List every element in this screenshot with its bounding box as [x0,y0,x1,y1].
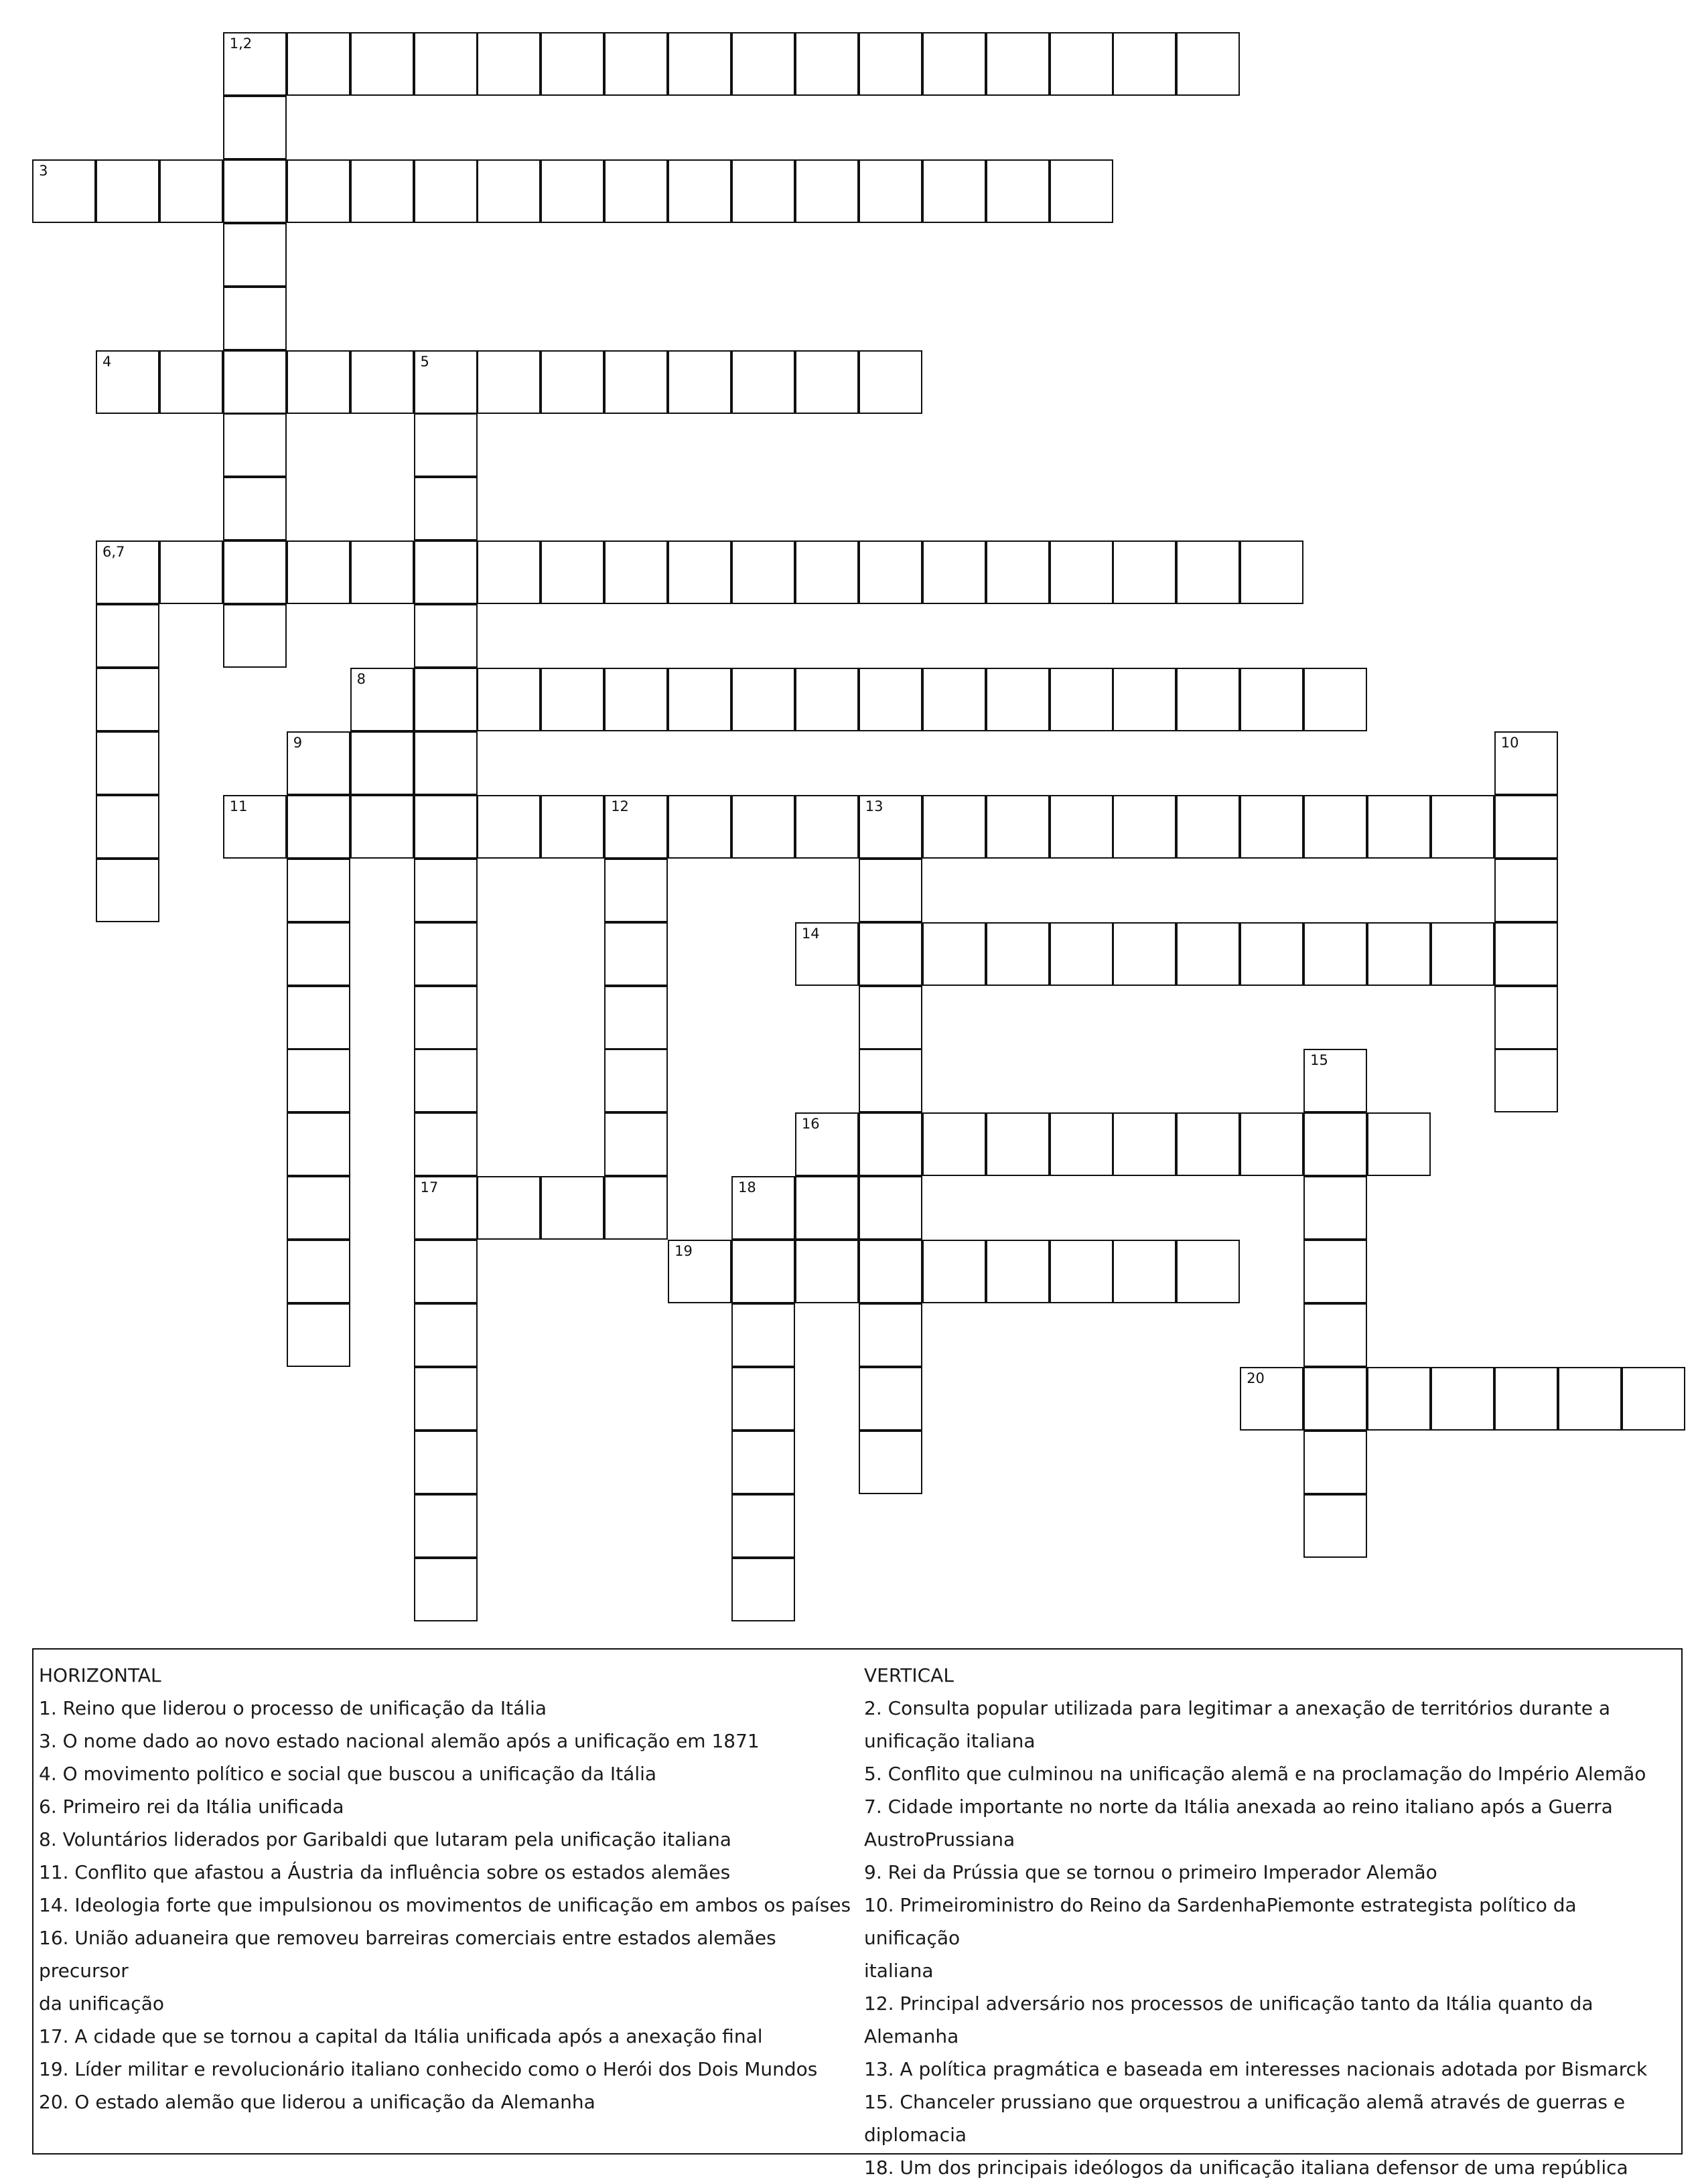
crossword-cell[interactable] [541,159,604,223]
horizontal-clue: 17. A cidade que se tornou a capital da Itália unificada após a anexação final [39,2025,763,2047]
crossword-cell[interactable] [986,1240,1050,1303]
crossword-cell[interactable] [1113,1240,1176,1303]
crossword-cell[interactable] [668,540,731,604]
crossword-cell[interactable] [986,32,1050,96]
crossword-cell[interactable] [414,1303,478,1367]
vertical-clue: 10. Primeiroministro do Reino da SardenhaPiemonte estrategista político da unificação [864,1894,1577,1949]
crossword-cell[interactable] [1303,1303,1367,1367]
crossword-cell[interactable] [731,1431,795,1494]
crossword-cell[interactable] [922,540,986,604]
crossword-cell[interactable] [477,1176,541,1240]
crossword-cell[interactable] [1494,795,1558,859]
crossword-cell[interactable] [223,287,287,350]
crossword-cell[interactable] [1240,540,1303,604]
crossword-cell[interactable] [922,922,986,986]
crossword-cell[interactable] [414,350,478,414]
crossword-cell[interactable] [604,540,668,604]
crossword-cell[interactable] [96,540,159,604]
crossword-cell[interactable] [223,96,287,159]
crossword-cell[interactable] [1431,922,1494,986]
crossword-cell[interactable] [795,1176,859,1240]
crossword-cell[interactable] [541,32,604,96]
crossword-cell[interactable] [287,540,350,604]
crossword-cell[interactable] [604,795,668,859]
clue-number: 13 [865,798,883,814]
crossword-cell[interactable] [287,1049,350,1112]
crossword-cell[interactable] [287,350,350,414]
horizontal-clue: da unificação [39,1992,164,2015]
crossword-cell[interactable] [159,159,223,223]
crossword-cell[interactable] [1303,1049,1367,1112]
crossword-cell[interactable] [1113,668,1176,731]
crossword-cell[interactable] [1303,1112,1367,1176]
crossword-cell[interactable] [414,413,478,477]
crossword-cell[interactable] [414,1431,478,1494]
crossword-cell[interactable] [731,1367,795,1431]
crossword-cell[interactable] [859,32,922,96]
crossword-cell[interactable] [1431,795,1494,859]
crossword-cell[interactable] [350,668,414,731]
crossword-cell[interactable] [287,731,350,795]
vertical-clue: diplomacia [864,2124,967,2146]
crossword-cell[interactable] [795,1240,859,1303]
crossword-cell[interactable] [1431,1367,1494,1431]
vertical-clue: 7. Cidade importante no norte da Itália anexada ao reino italiano após a Guerra [864,1796,1613,1818]
crossword-cell[interactable] [859,922,922,986]
vertical-clue: 5. Conflito que culminou na unificação alemã e na proclamação do Império Alemão [864,1763,1646,1785]
crossword-cell[interactable] [604,1049,668,1112]
clue-number: 3 [39,162,48,179]
crossword-cell[interactable] [1050,32,1113,96]
vertical-title: VERTICAL [864,1664,954,1686]
crossword-cell[interactable] [986,795,1050,859]
crossword-cell[interactable] [223,604,287,668]
crossword-cell[interactable] [350,795,414,859]
crossword-cell[interactable] [414,1240,478,1303]
crossword-cell[interactable] [414,922,478,986]
crossword-cell[interactable] [159,350,223,414]
crossword-cell[interactable] [414,1112,478,1176]
crossword-cell[interactable] [1622,1367,1685,1431]
crossword-cell[interactable] [287,986,350,1049]
crossword-cell[interactable] [731,32,795,96]
crossword-cell[interactable] [223,350,287,414]
vertical-clue: 12. Principal adversário nos processos de unificação tanto da Itália quanto da Alemanha [864,1992,1593,2047]
crossword-cell[interactable] [96,350,159,414]
crossword-cell[interactable] [986,1112,1050,1176]
crossword-cell[interactable] [795,795,859,859]
crossword-cell[interactable] [1176,795,1240,859]
crossword-cell[interactable] [350,32,414,96]
crossword-cell[interactable] [1050,922,1113,986]
crossword-cell[interactable] [604,32,668,96]
clue-number: 10 [1500,734,1519,751]
clue-number: 1,2 [229,35,253,52]
crossword-cell[interactable] [859,1240,922,1303]
crossword-cell[interactable] [795,159,859,223]
crossword-cell[interactable] [668,32,731,96]
crossword-cell[interactable] [1494,859,1558,922]
crossword-cell[interactable] [223,540,287,604]
crossword-cell[interactable] [1050,668,1113,731]
crossword-cell[interactable] [986,540,1050,604]
crossword-cell[interactable] [1050,540,1113,604]
clue-number: 16 [801,1116,820,1133]
crossword-cell[interactable] [795,922,859,986]
horizontal-clue: 6. Primeiro rei da Itália unificada [39,1796,344,1818]
crossword-cell[interactable] [859,1367,922,1431]
crossword-cell[interactable] [859,986,922,1049]
crossword-cell[interactable] [859,1431,922,1494]
crossword-cell[interactable] [604,1112,668,1176]
crossword-cell[interactable] [477,32,541,96]
crossword-cell[interactable] [731,350,795,414]
crossword-cell[interactable] [477,159,541,223]
crossword-cell[interactable] [541,1176,604,1240]
crossword-cell[interactable] [1176,668,1240,731]
horizontal-clue: 3. O nome dado ao novo estado nacional alemão após a unificação em 1871 [39,1730,760,1752]
crossword-cell[interactable] [1176,1240,1240,1303]
crossword-cell[interactable] [1303,1367,1367,1431]
crossword-cell[interactable] [1050,795,1113,859]
crossword-cell[interactable] [1367,922,1431,986]
crossword-cell[interactable] [668,795,731,859]
crossword-cell[interactable] [731,1494,795,1558]
crossword-cell[interactable] [414,1176,478,1240]
crossword-cell[interactable] [1176,1112,1240,1176]
horizontal-clue: 4. O movimento político e social que buscou a unificação da Itália [39,1763,657,1785]
crossword-cell[interactable] [731,1176,795,1240]
crossword-cell[interactable] [287,1112,350,1176]
crossword-cell[interactable] [1240,1367,1303,1431]
crossword-cell[interactable] [96,159,159,223]
crossword-cell[interactable] [287,795,350,859]
crossword-cell[interactable] [668,668,731,731]
crossword-cell[interactable] [731,795,795,859]
crossword-cell[interactable] [1494,986,1558,1049]
crossword-cell[interactable] [96,859,159,922]
crossword-cell[interactable] [731,1558,795,1621]
crossword-cell[interactable] [287,159,350,223]
crossword-cell[interactable] [986,668,1050,731]
clue-number: 5 [420,353,429,370]
crossword-cell[interactable] [1240,922,1303,986]
crossword-cell[interactable] [1303,1240,1367,1303]
crossword-cell[interactable] [477,350,541,414]
crossword-cell[interactable] [223,159,287,223]
crossword-cell[interactable] [922,159,986,223]
crossword-cell[interactable] [859,1176,922,1240]
horizontal-clue: 16. União aduaneira que removeu barreiras comerciais entre estados alemães precursor [39,1927,776,1982]
crossword-cell[interactable] [1176,922,1240,986]
crossword-cell[interactable] [1303,668,1367,731]
crossword-cell[interactable] [731,668,795,731]
vertical-clue: 18. Um dos principais ideólogos da unificação italiana defensor de uma república [864,2157,1628,2179]
crossword-cell[interactable] [287,922,350,986]
crossword-cell[interactable] [859,1049,922,1112]
horizontal-clue: 8. Voluntários liderados por Garibaldi que lutaram pela unificação italiana [39,1828,731,1850]
crossword-cell[interactable] [604,922,668,986]
crossword-cell[interactable] [414,668,478,731]
crossword-cell[interactable] [604,859,668,922]
crossword-cell[interactable] [96,731,159,795]
horizontal-clue: 11. Conflito que afastou a Áustria da influência sobre os estados alemães [39,1861,731,1883]
crossword-cell[interactable] [414,1049,478,1112]
crossword-cell[interactable] [287,1176,350,1240]
crossword-cell[interactable] [604,668,668,731]
clue-number: 18 [738,1179,756,1196]
vertical-clue: italiana [864,1960,934,1982]
horizontal-clue: 14. Ideologia forte que impulsionou os movimentos de unificação em ambos os países [39,1894,851,1916]
crossword-cell[interactable] [1240,795,1303,859]
crossword-cell[interactable] [922,1240,986,1303]
crossword-cell[interactable] [32,159,96,223]
crossword-cell[interactable] [96,668,159,731]
crossword-cell[interactable] [1176,32,1240,96]
horizontal-clues [39,1659,853,2118]
crossword-cell[interactable] [922,795,986,859]
clue-number: 19 [675,1243,693,1260]
crossword-cell[interactable] [1303,1494,1367,1558]
crossword-cell[interactable] [1050,1240,1113,1303]
crossword-cell[interactable] [1367,1112,1431,1176]
crossword-cell[interactable] [795,350,859,414]
crossword-cell[interactable] [1050,1112,1113,1176]
crossword-cell[interactable] [414,604,478,668]
crossword-cell[interactable] [223,223,287,287]
crossword-cell[interactable] [1303,922,1367,986]
crossword-cell[interactable] [795,32,859,96]
crossword-cell[interactable] [1367,795,1431,859]
crossword-cell[interactable] [223,32,287,96]
clues-box [32,1648,1683,2179]
crossword-cell[interactable] [350,350,414,414]
crossword-cell[interactable] [1113,540,1176,604]
vertical-clue: AustroPrussiana [864,1828,1015,1850]
crossword-cell[interactable] [668,350,731,414]
crossword-cell[interactable] [859,540,922,604]
crossword-cell[interactable] [414,986,478,1049]
crossword-cell[interactable] [1113,1112,1176,1176]
crossword-cell[interactable] [986,922,1050,986]
crossword-cell[interactable] [287,1303,350,1367]
crossword-cell[interactable] [223,795,287,859]
vertical-clue: 15. Chanceler prussiano que orquestrou a unificação alemã através de guerras e [864,2091,1626,2113]
crossword-cell[interactable] [859,795,922,859]
crossword-cell[interactable] [1113,922,1176,986]
crossword-cell[interactable] [287,1240,350,1303]
crossword-cell[interactable] [1303,1176,1367,1240]
crossword-cell[interactable] [159,540,223,604]
crossword-cell[interactable] [604,159,668,223]
clue-number: 8 [356,671,366,687]
crossword-cell[interactable] [1494,731,1558,795]
crossword-cell[interactable] [414,159,478,223]
horizontal-clue: 1. Reino que liderou o processo de unificação da Itália [39,1697,547,1719]
crossword-cell[interactable] [414,477,478,540]
crossword-cell[interactable] [414,1558,478,1621]
crossword-cell[interactable] [541,540,604,604]
horizontal-clue: 20. O estado alemão que liderou a unificação da Alemanha [39,2091,595,2113]
clue-number: 9 [293,734,303,751]
crossword-cell[interactable] [414,1367,478,1431]
crossword-cell[interactable] [922,1112,986,1176]
vertical-clues [864,1659,1678,2184]
crossword-cell[interactable] [414,540,478,604]
crossword-cell[interactable] [414,731,478,795]
crossword-cell[interactable] [668,1240,731,1303]
crossword-cell[interactable] [96,604,159,668]
crossword-cell[interactable] [795,668,859,731]
crossword-cell[interactable] [1113,795,1176,859]
crossword-cell[interactable] [1303,795,1367,859]
crossword-cell[interactable] [1303,1431,1367,1494]
crossword-cell[interactable] [414,1494,478,1558]
crossword-cell[interactable] [795,1112,859,1176]
crossword-cell[interactable] [541,795,604,859]
crossword-cell[interactable] [414,859,478,922]
vertical-clue: 2. Consulta popular utilizada para legitimar a anexação de territórios durante a [864,1697,1611,1719]
crossword-cell[interactable] [859,668,922,731]
clue-number: 15 [1310,1052,1328,1069]
crossword-cell[interactable] [604,1176,668,1240]
horizontal-title: HORIZONTAL [39,1664,161,1686]
clue-number: 14 [801,925,820,942]
crossword-cell[interactable] [350,159,414,223]
crossword-cell[interactable] [477,540,541,604]
crossword-cell[interactable] [1367,1367,1431,1431]
clue-number: 4 [102,353,112,370]
crossword-cell[interactable] [859,1303,922,1367]
crossword-cell[interactable] [1494,1049,1558,1112]
crossword-cell[interactable] [414,32,478,96]
crossword-cell[interactable] [731,159,795,223]
crossword-cell[interactable] [1558,1367,1622,1431]
crossword-cell[interactable] [287,32,350,96]
crossword-cell[interactable] [350,540,414,604]
crossword-cell[interactable] [96,795,159,859]
crossword-cell[interactable] [859,159,922,223]
crossword-cell[interactable] [1240,1112,1303,1176]
crossword-cell[interactable] [922,668,986,731]
crossword-cell[interactable] [731,1240,795,1303]
crossword-cell[interactable] [1113,32,1176,96]
crossword-cell[interactable] [477,795,541,859]
clue-number: 6,7 [102,544,125,561]
crossword-cell[interactable] [350,731,414,795]
crossword-cell[interactable] [477,668,541,731]
crossword-cell[interactable] [223,477,287,540]
crossword-cell[interactable] [859,1112,922,1176]
crossword-cell[interactable] [922,32,986,96]
vertical-clue: 9. Rei da Prússia que se tornou o primeiro Imperador Alemão [864,1861,1437,1883]
crossword-cell[interactable] [795,540,859,604]
vertical-clue: unificação italiana [864,1730,1036,1752]
crossword-cell[interactable] [1176,540,1240,604]
crossword-cell[interactable] [541,668,604,731]
horizontal-clue: 19. Líder militar e revolucionário italiano conhecido como o Herói dos Dois Mundos [39,2058,818,2080]
clue-number: 11 [229,798,248,814]
crossword-cell[interactable] [287,859,350,922]
crossword-cell[interactable] [1050,159,1113,223]
crossword-cell[interactable] [731,540,795,604]
crossword-cell[interactable] [1494,922,1558,986]
crossword-cell[interactable] [986,159,1050,223]
crossword-cell[interactable] [668,159,731,223]
crossword-cell[interactable] [541,350,604,414]
vertical-clue: 13. A política pragmática e baseada em interesses nacionais adotada por Bismarck [864,2058,1648,2080]
crossword-cell[interactable] [1494,1367,1558,1431]
clue-number: 12 [611,798,629,814]
crossword-cell[interactable] [1240,668,1303,731]
crossword-cell[interactable] [859,859,922,922]
crossword-cell[interactable] [731,1303,795,1367]
crossword-cell[interactable] [223,413,287,477]
crossword-cell[interactable] [604,350,668,414]
crossword-cell[interactable] [414,795,478,859]
clue-number: 20 [1247,1370,1265,1386]
clue-number: 17 [420,1179,439,1196]
crossword-cell[interactable] [604,986,668,1049]
crossword-cell[interactable] [859,350,922,414]
